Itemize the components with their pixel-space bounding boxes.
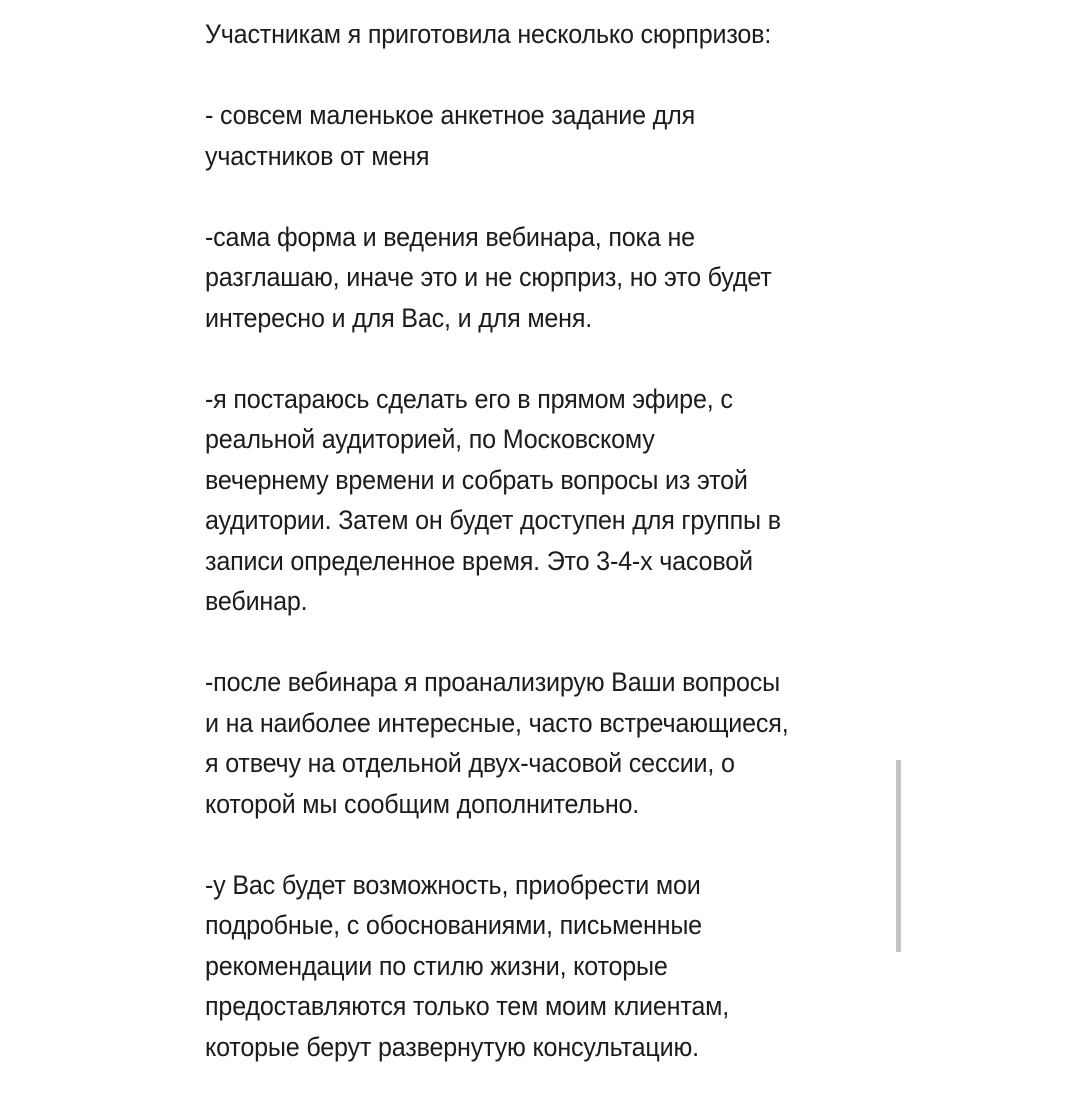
text-line: рекомендации по стилю жизни, которые	[205, 950, 668, 981]
text-line: предоставляются только тем моим клиентам,	[205, 991, 730, 1021]
text-line: разглашаю, иначе это и не сюрприз, но это будет	[205, 262, 772, 292]
text-line: вечернему времени и собрать вопросы из этой	[205, 464, 748, 495]
text-line: которой мы сообщим дополнительно.	[205, 788, 640, 819]
text-line: -я постараюсь сделать его в прямом эфире, с	[205, 383, 733, 414]
text-line: -у Вас будет возможность, приобрести мои	[205, 869, 701, 900]
list-item	[205, 217, 837, 339]
text-line: реальной аудиторией, по Московскому	[205, 424, 655, 454]
text-line: участников от меня	[205, 140, 430, 171]
text-line: и на наиболее интересные, часто встречающиеся,	[205, 707, 789, 738]
list-item	[205, 379, 837, 622]
text-line: которые берут развернутую консультацию.	[205, 1031, 699, 1062]
list-item	[205, 662, 837, 824]
text-line: я отвечу на отдельной двух-часовой сессии, о	[205, 748, 735, 778]
scrollbar-thumb[interactable]	[896, 760, 901, 952]
text-line: Участникам я приготовила несколько сюрпризов:	[205, 19, 772, 49]
text-line: интересно и для Вас, и для меня.	[205, 302, 593, 333]
list-item	[205, 95, 837, 176]
intro-paragraph	[205, 14, 837, 55]
text-line: аудитории. Затем он будет доступен для группы в	[205, 505, 781, 535]
text-line: подробные, с обоснованиями, письменные	[205, 910, 702, 940]
text-line: -сама форма и ведения вебинара, пока не	[205, 221, 695, 252]
text-line: - совсем маленькое анкетное задание для	[205, 100, 696, 130]
text-line: вебинар.	[205, 586, 308, 616]
text-line: -после вебинара я проанализирую Ваши вопросы	[205, 667, 780, 697]
text-line: записи определенное время. Это 3-4-х часовой	[205, 545, 753, 576]
list-item	[205, 865, 837, 1068]
message-body	[205, 14, 837, 1108]
